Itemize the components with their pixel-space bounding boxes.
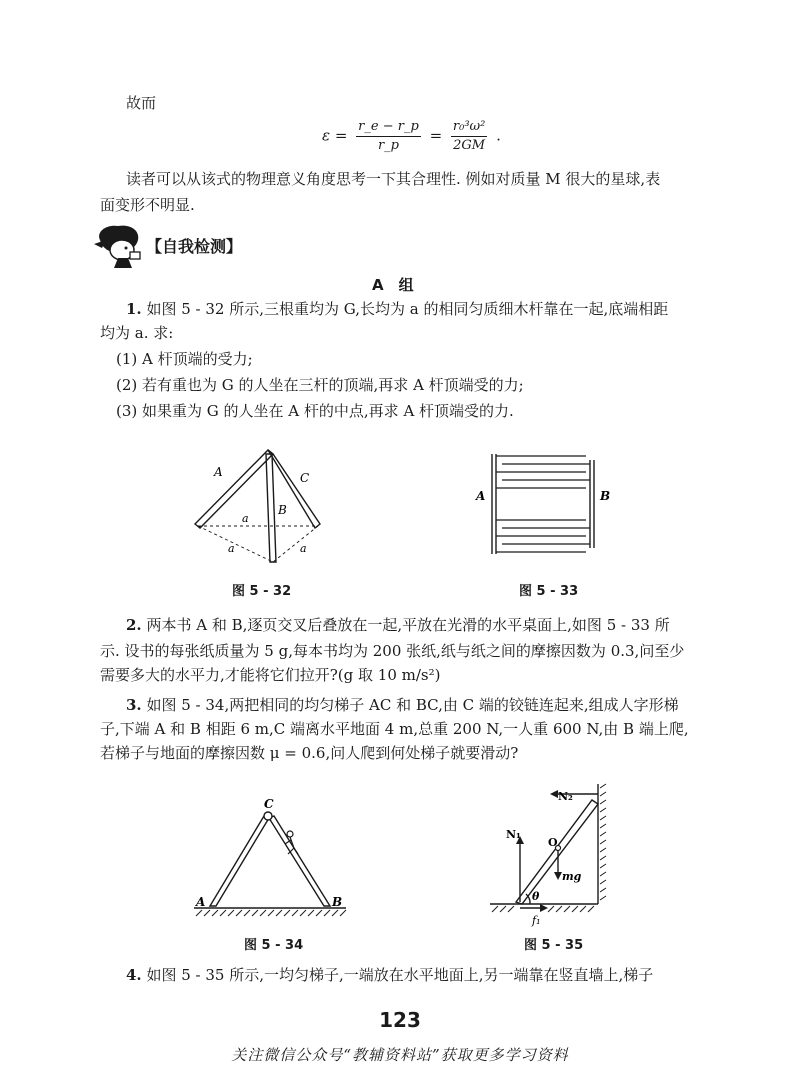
figure-5-33-caption: 图 5 - 33 xyxy=(519,584,579,599)
figure-5-34-ladder xyxy=(190,796,350,920)
formula-numerator-1: r_e − r_p xyxy=(356,118,421,137)
question-4-text-1: 如图 5 - 35 所示,一均匀梯子,一端放在水平地面上,另一端靠在竖直墙上,梯子 xyxy=(146,966,654,984)
figure-5-32-caption: 图 5 - 32 xyxy=(232,584,292,599)
formula-lhs: ε = xyxy=(322,126,348,145)
question-2-text-1: 两本书 A 和 B,逐页交叉后叠放在一起,平放在光滑的水平桌面上,如图 5 - 33 所 xyxy=(146,616,670,634)
question-1-sub-1: (1) A 杆顶端的受力; xyxy=(116,350,253,368)
text-guer: 故而 xyxy=(126,94,157,112)
paragraph-line-1: 读者可以从该式的物理意义角度思考一下其合理性. 例如对质量 M 很大的星球,表 xyxy=(126,170,661,188)
figure-5-35-caption: 图 5 - 35 xyxy=(524,938,584,953)
question-2-line-3: 需要多大的水平力,才能将它们拉开?(g 取 10 m/s²) xyxy=(100,666,441,684)
formula-fraction-2 xyxy=(451,118,487,155)
question-3-line-1 xyxy=(126,694,679,716)
label-a-rod: A xyxy=(214,465,223,479)
footer-notice: 关注微信公众号“教辅资料站”获取更多学习资料 xyxy=(231,1046,569,1064)
label-theta: θ xyxy=(532,890,540,903)
question-2-line-2: 示. 设书的每张纸质量为 5 g,每本书均为 200 张纸,纸与纸之间的摩擦因数为 0.3,问至少 xyxy=(100,642,685,660)
question-1-line-1 xyxy=(126,298,668,320)
label-f1: f₁ xyxy=(532,914,541,927)
question-1-sub-3: (3) 如果重为 G 的人坐在 A 杆的中点,再求 A 杆顶端受的力. xyxy=(116,402,514,420)
formula-numerator-2: r₀³ω² xyxy=(451,118,487,137)
question-3-number: 3. xyxy=(126,696,142,714)
label-mg: mg xyxy=(562,870,582,883)
label-b-foot: B xyxy=(332,895,343,909)
figure-5-35-ladder-wall xyxy=(486,780,616,928)
reading-character-icon xyxy=(92,222,150,272)
label-c-rod: C xyxy=(300,471,310,485)
label-n1: N₁ xyxy=(506,828,521,841)
formula-fraction-1 xyxy=(356,118,421,155)
label-book-a: A xyxy=(476,489,486,503)
rod-c xyxy=(268,450,320,528)
question-4-number: 4. xyxy=(126,966,142,984)
label-c-hinge: C xyxy=(264,797,274,811)
question-2-line-1 xyxy=(126,614,670,636)
question-1-text-1: 如图 5 - 32 所示,三根重均为 G,长均为 a 的相同匀质细木杆靠在一起,底端相距 xyxy=(146,300,669,318)
question-4-line-1 xyxy=(126,964,653,986)
question-1-line-2: 均为 a. 求: xyxy=(100,324,174,342)
formula-tail: . xyxy=(496,126,501,145)
label-o: O xyxy=(548,836,558,849)
formula-equals: = xyxy=(429,126,443,145)
label-a-right: a xyxy=(300,542,307,555)
question-1-number: 1. xyxy=(126,300,142,318)
label-b-rod: B xyxy=(278,503,287,517)
label-a-top: a xyxy=(242,512,249,525)
figure-5-32-tripod xyxy=(180,438,360,573)
rod-b xyxy=(266,454,276,562)
page-number: 123 xyxy=(379,1008,421,1032)
formula xyxy=(322,118,501,155)
paragraph-line-2: 面变形不明显. xyxy=(100,196,195,214)
climbing-person-icon xyxy=(285,831,298,854)
label-n2: N₂ xyxy=(558,790,573,803)
figure-5-33-books xyxy=(474,450,614,560)
label-a-foot: A xyxy=(196,895,206,909)
label-book-b: B xyxy=(600,489,611,503)
group-heading: A 组 xyxy=(372,276,414,294)
figure-5-34-caption: 图 5 - 34 xyxy=(244,938,304,953)
question-3-line-3: 若梯子与地面的摩擦因数 μ = 0.6,问人爬到何处梯子就要滑动? xyxy=(100,744,519,762)
question-3-line-2: 子,下端 A 和 B 相距 6 m,C 端离水平地面 4 m,总重 200 N,一人重 600 N,由 B 端上爬, xyxy=(100,720,689,738)
question-1-sub-2: (2) 若有重也为 G 的人坐在三杆的顶端,再求 A 杆顶端受的力; xyxy=(116,376,524,394)
question-3-text-1: 如图 5 - 34,两把相同的均匀梯子 AC 和 BC,由 C 端的铰链连起来,组成人字形梯 xyxy=(146,696,679,714)
rod-a xyxy=(195,450,273,528)
label-a-left: a xyxy=(228,542,235,555)
formula-denominator-1: r_p xyxy=(377,138,399,153)
formula-denominator-2: 2GM xyxy=(453,138,486,153)
section-title: 【自我检测】 xyxy=(146,237,243,256)
question-2-number: 2. xyxy=(126,616,142,634)
